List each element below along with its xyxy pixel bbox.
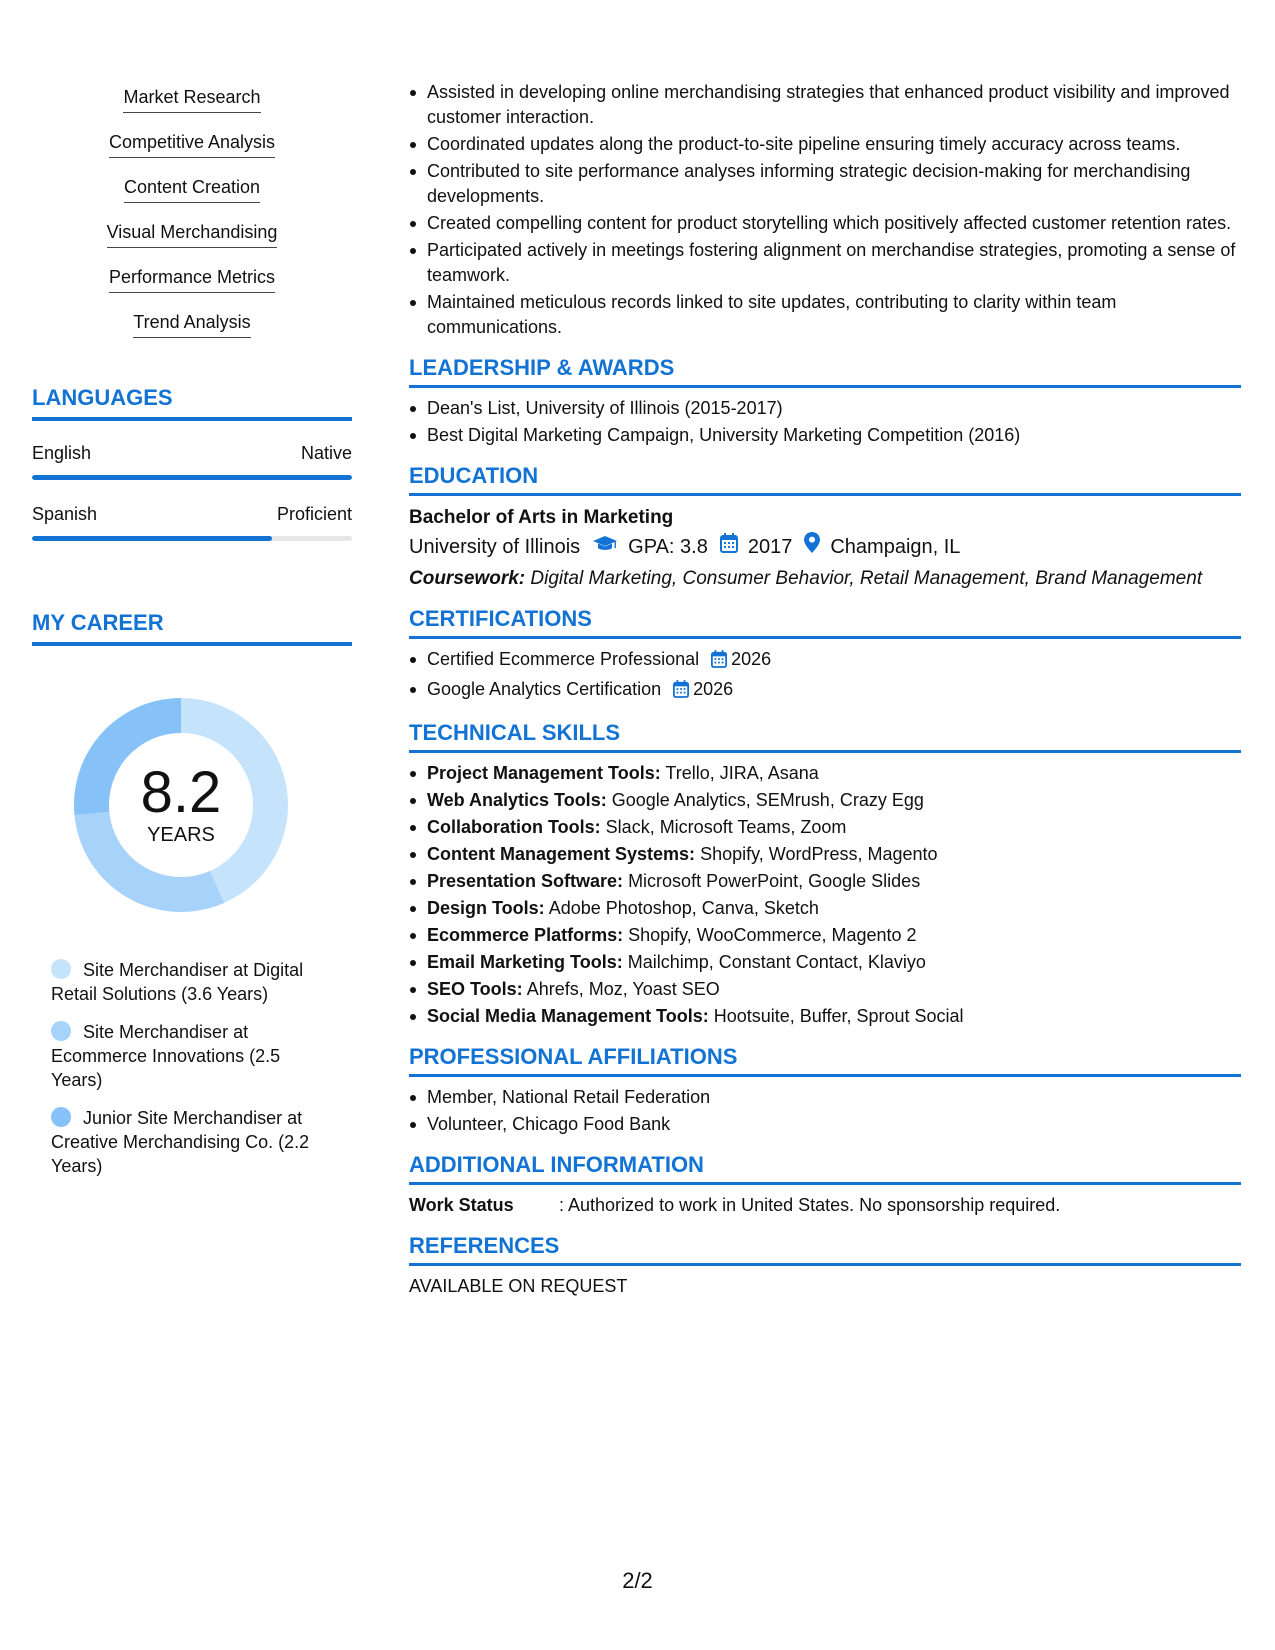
technical-skill-label: Presentation Software: bbox=[427, 871, 624, 891]
skills-list bbox=[32, 84, 352, 354]
work-status-value: : Authorized to work in United States. No sponsorship required. bbox=[559, 1195, 1061, 1215]
career-years-unit: YEARS bbox=[147, 824, 215, 846]
work-status-row bbox=[409, 1193, 1241, 1218]
degree-name: Bachelor of Arts in Marketing bbox=[409, 507, 674, 528]
career-donut-chart bbox=[66, 690, 296, 920]
education-section bbox=[409, 462, 1241, 591]
skill-item: Trend Analysis bbox=[133, 309, 250, 338]
legend-color-dot bbox=[51, 1021, 71, 1041]
technical-skill-value: Microsoft PowerPoint, Google Slides bbox=[628, 871, 921, 891]
technical-skill-label: Project Management Tools: bbox=[427, 763, 661, 783]
leadership-title: LEADERSHIP & AWARDS bbox=[409, 354, 1241, 388]
technical-skill-item bbox=[409, 977, 1241, 1002]
experience-bullet: Coordinated updates along the product-to-site pipeline ensuring timely accuracy across teams. bbox=[409, 132, 1241, 157]
certification-item bbox=[409, 647, 1241, 675]
technical-skill-item bbox=[409, 761, 1241, 786]
references-section bbox=[409, 1232, 1241, 1299]
experience-bullet: Contributed to site performance analyses informing strategic decision-making for merchandising developments. bbox=[409, 159, 1241, 209]
references-text: AVAILABLE ON REQUEST bbox=[409, 1276, 628, 1296]
career-legend-item bbox=[51, 1106, 321, 1178]
calendar-icon bbox=[673, 680, 689, 705]
map-pin-icon bbox=[804, 532, 820, 562]
technical-skill-label: Collaboration Tools: bbox=[427, 817, 601, 837]
certifications-section bbox=[409, 605, 1241, 705]
technical-skill-label: Content Management Systems: bbox=[427, 844, 696, 864]
certification-name: Certified Ecommerce Professional bbox=[427, 649, 700, 669]
experience-bullets bbox=[409, 80, 1241, 340]
graduation-year: 2017 bbox=[747, 536, 793, 558]
experience-bullet: Created compelling content for product storytelling which positively affected customer retention rates. bbox=[409, 211, 1241, 236]
school-name: University of Illinois bbox=[409, 536, 581, 558]
affiliation-item: Volunteer, Chicago Food Bank bbox=[409, 1112, 1241, 1137]
career-legend-label: Site Merchandiser at Ecommerce Innovations (2.5 Years) bbox=[51, 1022, 281, 1090]
career-legend-item bbox=[51, 958, 321, 1006]
technical-skill-label: Ecommerce Platforms: bbox=[427, 925, 624, 945]
affiliation-item: Member, National Retail Federation bbox=[409, 1085, 1241, 1110]
certification-name: Google Analytics Certification bbox=[427, 679, 662, 699]
additional-info-section bbox=[409, 1151, 1241, 1218]
experience-bullet: Participated actively in meetings fostering alignment on merchandise strategies, promoting a sense of teamwork. bbox=[409, 238, 1241, 288]
technical-skill-item bbox=[409, 1004, 1241, 1029]
award-item: Best Digital Marketing Campaign, University Marketing Competition (2016) bbox=[409, 423, 1241, 448]
language-proficiency-fill bbox=[32, 475, 352, 480]
technical-skill-label: Social Media Management Tools: bbox=[427, 1006, 709, 1026]
languages-title: LANGUAGES bbox=[32, 384, 352, 421]
career-legend bbox=[51, 958, 321, 1178]
education-details bbox=[409, 532, 1241, 562]
coursework-list: Digital Marketing, Consumer Behavior, Retail Management, Brand Management bbox=[530, 568, 1203, 589]
legend-color-dot bbox=[51, 1107, 71, 1127]
skill-item: Content Creation bbox=[124, 174, 260, 203]
calendar-icon bbox=[711, 650, 727, 675]
technical-skill-value: Hootsuite, Buffer, Sprout Social bbox=[713, 1006, 964, 1026]
technical-skill-value: Shopify, WooCommerce, Magento 2 bbox=[628, 925, 917, 945]
technical-skill-item bbox=[409, 869, 1241, 894]
career-total-years: 8.2 bbox=[140, 760, 222, 825]
language-proficiency-bar bbox=[32, 475, 352, 480]
technical-skill-value: Trello, JIRA, Asana bbox=[665, 763, 819, 783]
page-number: 2/2 bbox=[622, 1568, 653, 1593]
additional-info-title: ADDITIONAL INFORMATION bbox=[409, 1151, 1241, 1185]
technical-skill-value: Google Analytics, SEMrush, Crazy Egg bbox=[611, 790, 924, 810]
technical-skill-value: Ahrefs, Moz, Yoast SEO bbox=[526, 979, 720, 999]
technical-skill-label: SEO Tools: bbox=[427, 979, 523, 999]
sidebar bbox=[32, 84, 352, 1192]
skill-item: Performance Metrics bbox=[109, 264, 275, 293]
technical-skill-label: Web Analytics Tools: bbox=[427, 790, 607, 810]
certification-year: 2026 bbox=[731, 649, 772, 669]
technical-skills-section bbox=[409, 719, 1241, 1029]
technical-skill-item bbox=[409, 923, 1241, 948]
career-title: MY CAREER bbox=[32, 609, 352, 646]
school-location: Champaign, IL bbox=[830, 536, 961, 558]
award-item: Dean's List, University of Illinois (2015-2017) bbox=[409, 396, 1241, 421]
experience-bullet: Maintained meticulous records linked to site updates, contributing to clarity within team communications. bbox=[409, 290, 1241, 340]
technical-skills-title: TECHNICAL SKILLS bbox=[409, 719, 1241, 753]
technical-skill-value: Adobe Photoshop, Canva, Sketch bbox=[548, 898, 819, 918]
legend-color-dot bbox=[51, 959, 71, 979]
language-proficiency-bar bbox=[32, 536, 352, 541]
technical-skill-value: Mailchimp, Constant Contact, Klaviyo bbox=[627, 952, 926, 972]
certification-year: 2026 bbox=[693, 679, 734, 699]
coursework bbox=[409, 566, 1241, 591]
language-entry bbox=[32, 441, 352, 480]
language-name: English bbox=[32, 443, 92, 463]
language-level: Native bbox=[300, 443, 352, 463]
career-legend-item bbox=[51, 1020, 321, 1092]
language-name: Spanish bbox=[32, 504, 98, 524]
affiliations-title: PROFESSIONAL AFFILIATIONS bbox=[409, 1043, 1241, 1077]
technical-skill-item bbox=[409, 842, 1241, 867]
affiliations-section bbox=[409, 1043, 1241, 1137]
language-entry bbox=[32, 502, 352, 541]
skill-item: Competitive Analysis bbox=[109, 129, 275, 158]
technical-skill-item bbox=[409, 788, 1241, 813]
technical-skill-value: Slack, Microsoft Teams, Zoom bbox=[605, 817, 847, 837]
technical-skill-value: Shopify, WordPress, Magento bbox=[700, 844, 938, 864]
coursework-label: Coursework: bbox=[409, 568, 526, 589]
language-level: Proficient bbox=[276, 504, 352, 524]
calendar-icon bbox=[720, 532, 738, 562]
certifications-title: CERTIFICATIONS bbox=[409, 605, 1241, 639]
education-title: EDUCATION bbox=[409, 462, 1241, 496]
certification-item bbox=[409, 677, 1241, 705]
skill-item: Market Research bbox=[123, 84, 260, 113]
language-proficiency-fill bbox=[32, 536, 272, 541]
references-title: REFERENCES bbox=[409, 1232, 1241, 1266]
technical-skill-label: Email Marketing Tools: bbox=[427, 952, 623, 972]
career-legend-label: Junior Site Merchandiser at Creative Merchandising Co. (2.2 Years) bbox=[51, 1108, 310, 1176]
experience-bullet: Assisted in developing online merchandising strategies that enhanced product visibility and improved customer interaction. bbox=[409, 80, 1241, 130]
gpa: GPA: 3.8 bbox=[628, 536, 708, 558]
technical-skill-label: Design Tools: bbox=[427, 898, 545, 918]
graduation-cap-icon bbox=[592, 532, 618, 562]
work-status-label: Work Status bbox=[409, 1195, 514, 1215]
main-content bbox=[409, 80, 1241, 1299]
career-legend-label: Site Merchandiser at Digital Retail Solutions (3.6 Years) bbox=[51, 960, 304, 1004]
skill-item: Visual Merchandising bbox=[107, 219, 278, 248]
technical-skill-item bbox=[409, 815, 1241, 840]
technical-skill-item bbox=[409, 896, 1241, 921]
leadership-section bbox=[409, 354, 1241, 448]
technical-skill-item bbox=[409, 950, 1241, 975]
